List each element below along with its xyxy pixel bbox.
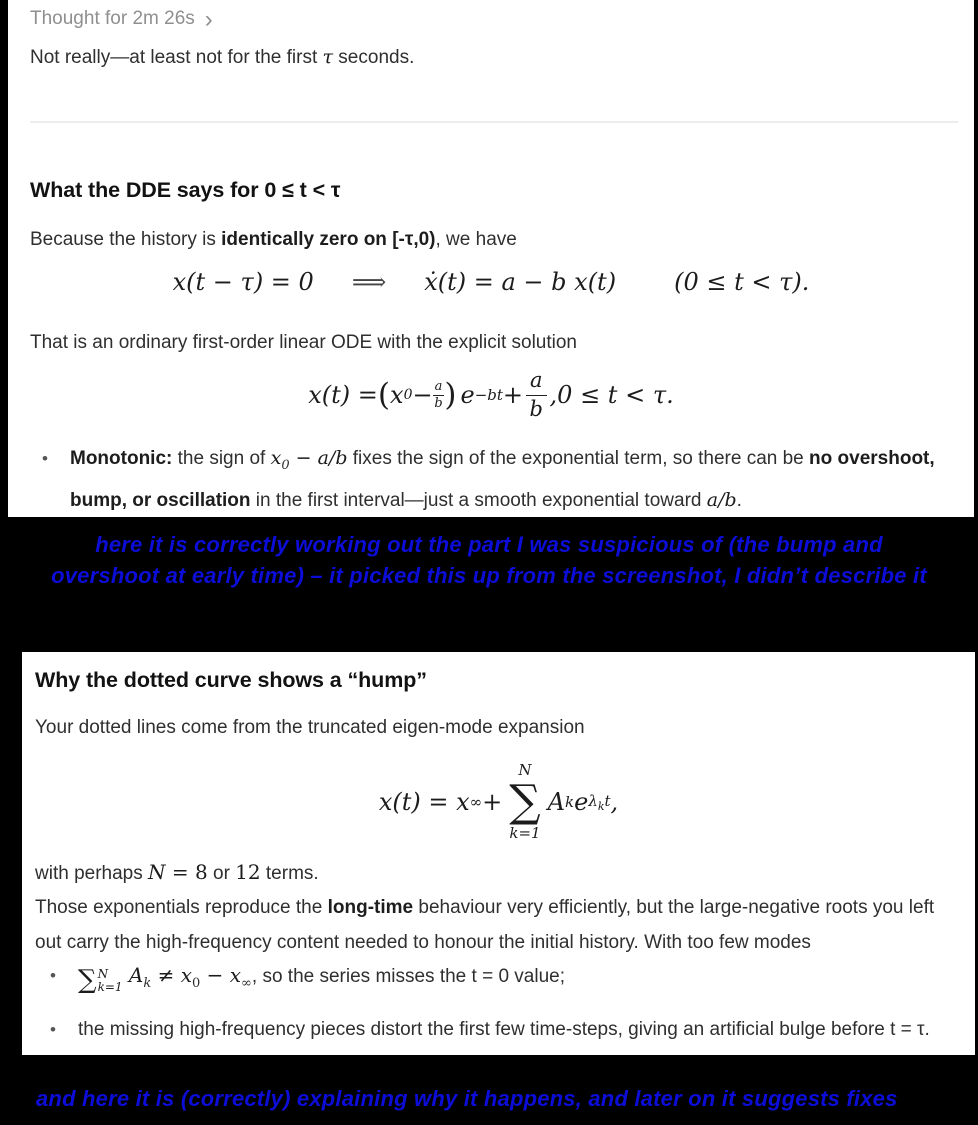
section2-paragraph1: Your dotted lines come from the truncated eigen-mode expansion [35, 717, 585, 738]
b1-minus: − [200, 963, 230, 987]
bullet-text-1: the sign of [172, 448, 271, 469]
annotation1-line2: overshoot at early time) – it picked this up from the screenshot, I didn’t describe it [51, 563, 927, 588]
section2-heading: Why the dotted curve shows a “hump” [35, 668, 427, 692]
eq2-x-subscript: 0 [403, 387, 413, 403]
thought-duration-toggle[interactable] [30, 5, 213, 33]
para1-post: , we have [435, 229, 517, 250]
reviewer-annotation-top [0, 529, 978, 591]
para2-12: 12 [235, 860, 261, 884]
eq3-infinity-sub: ∞ [469, 793, 483, 811]
eq2-e: e [460, 381, 475, 409]
b1-x0-sub: 0 [192, 975, 201, 991]
eq3-sum-upper-limit: N [518, 761, 532, 779]
bullet-text-2: fixes the sign of the exponential term, so there can be [347, 448, 810, 469]
series-mismatch-bullet [50, 958, 960, 1001]
tau-symbol: τ [322, 46, 334, 68]
bullet-math-x-sub: 0 [281, 457, 290, 473]
series-mismatch-text [78, 958, 960, 1001]
eq3-A: A [547, 788, 566, 816]
bullet-text-4: . [736, 489, 742, 511]
eq2-plus: + [502, 381, 523, 409]
chevron-right-icon: › [204, 5, 213, 33]
b1-A: A [122, 963, 144, 987]
section2-paragraph3 [35, 890, 960, 960]
sigma-sum-symbol: ∑ [78, 965, 97, 995]
eq2-close-paren: ) [444, 376, 457, 413]
equation-dde-reduction [8, 268, 974, 296]
para3-post: behaviour very efficiently, but the large-negative roots you left out carry the high-frequency content needed to honour the initial history. With too few modes [35, 897, 935, 953]
eq1-rhs: ẋ(t) = a − b x(t) [424, 268, 617, 296]
eq3-A-sub: k [565, 793, 575, 811]
intro-text-end: seconds. [333, 47, 415, 68]
reviewer-annotation-bottom: and here it is (correctly) explaining why it happens, and later on it suggests fixes [36, 1086, 898, 1111]
para2-pre: with perhaps [35, 863, 149, 884]
bullet-dot: • [50, 1020, 56, 1039]
section1-heading: What the DDE says for 0 ≤ t < τ [30, 178, 341, 202]
eq2-sfrac-denominator: b [434, 395, 443, 411]
bullet-bold-monotonic: Monotonic: [70, 448, 173, 469]
eq3-exponent [588, 792, 610, 813]
bullet-dot: • [42, 449, 48, 468]
sigma-sum-symbol: ∑ [509, 776, 541, 827]
para2-post: terms. [260, 863, 319, 884]
eq1-lhs: x(t − τ) = 0 [172, 268, 314, 296]
bullet-math-ab: − a/b [289, 447, 348, 469]
not-equal-sign: ≠ [151, 963, 181, 987]
inline-sum-upper: N [97, 966, 109, 981]
eq2-display-fraction [526, 369, 547, 420]
eq2-dfrac-numerator: a [526, 369, 547, 395]
section1-paragraph2: That is an ordinary first-order linear ODE with the explicit solution [30, 332, 578, 353]
annotation1-line1: here it is correctly working out the part I was suspicious of (the bump and [95, 532, 883, 557]
inline-summation [78, 963, 123, 998]
thought-duration-label: Thought for 2m 26s [30, 8, 195, 29]
b1-xinf-sub: ∞ [241, 975, 252, 991]
eq2-comma: , [549, 381, 558, 409]
para3-pre: Those exponentials reproduce the [35, 897, 328, 918]
bullet-math-x: x [270, 447, 282, 469]
eq2-sfrac-numerator: a [434, 378, 443, 394]
section-divider [30, 121, 958, 123]
para2-N: N [148, 860, 166, 884]
section1-paragraph1 [30, 222, 517, 257]
equation-explicit-solution [8, 360, 974, 430]
intro-text: Not really—at least not for the first [30, 47, 323, 68]
distortion-bullet [50, 1012, 960, 1047]
eq3-plus: + [482, 788, 503, 816]
bullet-math-ab2: a/b [706, 488, 737, 511]
para2-or: or [207, 863, 236, 884]
section2-paragraph2 [35, 855, 319, 891]
monotonic-bullet-text [70, 441, 958, 518]
b1-A-sub: k [143, 975, 152, 991]
eq3-e: e [574, 788, 589, 816]
distortion-bullet-text: the missing high-frequency pieces distort the first few time-steps, giving an artificial bulge before t = τ. [78, 1019, 930, 1040]
eq3-lead: x(t) = x [378, 788, 470, 816]
eq2-lead: x(t) = [308, 381, 378, 409]
b1-text: , so the series misses the t = 0 value; [251, 966, 566, 987]
para1-pre: Because the history is [30, 229, 222, 250]
eq2-exponent: −bt [474, 386, 503, 404]
eq1-condition: (0 ≤ t < τ). [674, 268, 810, 296]
eq3-lambda: λ [588, 791, 598, 810]
eq2-dfrac-denominator: b [529, 396, 543, 421]
chat-response-panel-top [8, 0, 974, 517]
eq3-comma: , [610, 788, 619, 816]
eq3-sum-lower-limit: k=1 [509, 824, 541, 842]
eq3-lambda-sub: k [597, 799, 605, 813]
bullet-text-3: in the first interval—just a smooth exponential toward [250, 489, 707, 511]
b1-x0: x [180, 963, 192, 987]
eq2-small-fraction [433, 380, 445, 410]
bullet-dot: • [50, 966, 56, 985]
implies-arrow: ⟹ [351, 268, 387, 296]
para2-eq8: = 8 [165, 860, 208, 884]
monotonic-bullet [42, 441, 958, 518]
bullet-bold-no-overshoot: no overshoot, bump, or oscillation [70, 448, 935, 511]
chat-response-panel-bottom [22, 652, 975, 1055]
eq2-condition: 0 ≤ t < τ. [557, 381, 674, 409]
para3-bold-longtime: long-time [327, 897, 414, 918]
eq2-x: x [390, 381, 404, 409]
eq2-open-paren: ( [377, 376, 391, 413]
b1-xinf: x [229, 963, 242, 987]
intro-sentence [30, 40, 414, 75]
eq3-t: t [604, 791, 611, 810]
para1-bold: identically zero on [-τ,0) [221, 229, 436, 250]
inline-sum-lower: k=1 [97, 979, 123, 994]
equation-eigenmode-expansion [22, 750, 975, 854]
eq3-summation [509, 763, 540, 841]
eq2-minus: − [412, 381, 433, 409]
